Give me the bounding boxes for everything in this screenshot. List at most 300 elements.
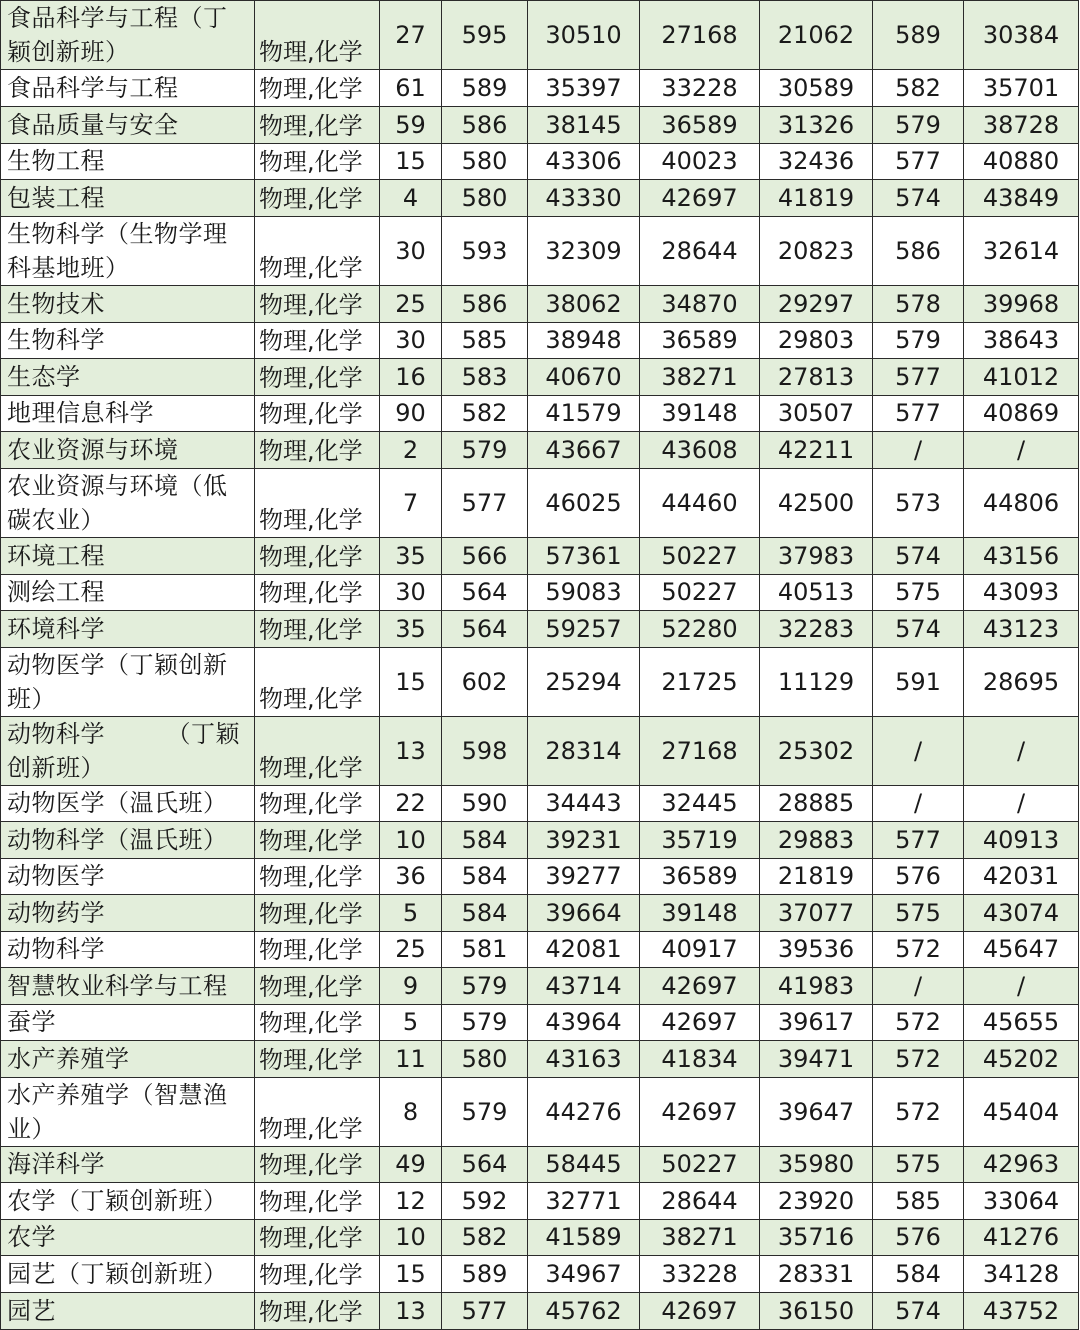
table-row	[1, 822, 1079, 859]
table-row	[1, 786, 1079, 822]
cell-min-rank: 44276	[528, 1078, 640, 1147]
cell-min-score: 584	[442, 895, 528, 932]
table-row	[1, 286, 1079, 323]
cell-min-score: 584	[442, 822, 528, 859]
cell-min-score: 564	[442, 611, 528, 648]
cell-min-score: 592	[442, 1183, 528, 1220]
cell-min-score: 602	[442, 648, 528, 717]
cell-prev-min-score: 574	[873, 1293, 964, 1330]
cell-max-rank: 39617	[760, 1005, 873, 1041]
cell-prev-min-rank: 45655	[964, 1005, 1079, 1041]
table-row	[1, 1, 1079, 70]
table-row	[1, 968, 1079, 1005]
cell-major: 食品科学与工程（丁颖创新班）	[1, 1, 255, 70]
cell-min-score: 579	[442, 1005, 528, 1041]
table-row	[1, 1293, 1079, 1330]
cell-min-score: 593	[442, 217, 528, 286]
cell-plan-count: 59	[380, 107, 442, 144]
cell-min-rank: 32309	[528, 217, 640, 286]
cell-plan-count: 8	[380, 1078, 442, 1147]
cell-avg-rank: 28644	[640, 1183, 760, 1220]
cell-plan-count: 5	[380, 895, 442, 932]
cell-max-rank: 40513	[760, 575, 873, 611]
cell-min-score: 580	[442, 144, 528, 180]
cell-avg-rank: 33228	[640, 70, 760, 107]
cell-plan-count: 4	[380, 180, 442, 217]
cell-min-rank: 38948	[528, 323, 640, 359]
cell-major: 环境科学	[1, 611, 255, 648]
cell-min-rank: 42081	[528, 932, 640, 968]
cell-subjects: 物理,化学	[255, 286, 380, 323]
cell-min-rank: 32771	[528, 1183, 640, 1220]
cell-plan-count: 10	[380, 822, 442, 859]
cell-prev-min-score: 586	[873, 217, 964, 286]
cell-prev-min-score: 578	[873, 286, 964, 323]
cell-major: 蚕学	[1, 1005, 255, 1041]
cell-major: 海洋科学	[1, 1147, 255, 1183]
table-row	[1, 1183, 1079, 1220]
cell-subjects: 物理,化学	[255, 859, 380, 895]
cell-prev-min-rank: 38643	[964, 323, 1079, 359]
cell-prev-min-score: /	[873, 968, 964, 1005]
cell-major: 食品质量与安全	[1, 107, 255, 144]
cell-prev-min-rank: 43156	[964, 538, 1079, 575]
cell-major: 环境工程	[1, 538, 255, 575]
cell-avg-rank: 27168	[640, 1, 760, 70]
cell-min-rank: 43667	[528, 432, 640, 469]
cell-min-rank: 30510	[528, 1, 640, 70]
table-row	[1, 1078, 1079, 1147]
cell-min-score: 582	[442, 396, 528, 432]
cell-prev-min-rank: /	[964, 432, 1079, 469]
cell-plan-count: 30	[380, 323, 442, 359]
table-row	[1, 895, 1079, 932]
cell-plan-count: 15	[380, 1256, 442, 1293]
cell-max-rank: 42211	[760, 432, 873, 469]
cell-avg-rank: 36589	[640, 323, 760, 359]
cell-min-rank: 57361	[528, 538, 640, 575]
cell-major: 智慧牧业科学与工程	[1, 968, 255, 1005]
cell-subjects: 物理,化学	[255, 1078, 380, 1147]
cell-major: 农业资源与环境	[1, 432, 255, 469]
cell-min-score: 589	[442, 1256, 528, 1293]
cell-prev-min-rank: 43093	[964, 575, 1079, 611]
cell-max-rank: 29883	[760, 822, 873, 859]
cell-major: 农学（丁颖创新班）	[1, 1183, 255, 1220]
cell-max-rank: 35980	[760, 1147, 873, 1183]
cell-prev-min-rank: 44806	[964, 469, 1079, 538]
cell-min-rank: 43714	[528, 968, 640, 1005]
cell-subjects: 物理,化学	[255, 538, 380, 575]
cell-plan-count: 25	[380, 932, 442, 968]
cell-subjects: 物理,化学	[255, 648, 380, 717]
cell-avg-rank: 42697	[640, 968, 760, 1005]
cell-prev-min-rank: 38728	[964, 107, 1079, 144]
cell-prev-min-rank: /	[964, 968, 1079, 1005]
cell-max-rank: 31326	[760, 107, 873, 144]
cell-prev-min-score: 574	[873, 538, 964, 575]
cell-prev-min-score: /	[873, 786, 964, 822]
cell-avg-rank: 38271	[640, 359, 760, 396]
cell-prev-min-score: 577	[873, 359, 964, 396]
cell-subjects: 物理,化学	[255, 432, 380, 469]
cell-prev-min-rank: 43752	[964, 1293, 1079, 1330]
table-row	[1, 1147, 1079, 1183]
cell-subjects: 物理,化学	[255, 1220, 380, 1256]
cell-max-rank: 23920	[760, 1183, 873, 1220]
cell-plan-count: 13	[380, 717, 442, 786]
cell-min-rank: 39277	[528, 859, 640, 895]
cell-prev-min-score: 585	[873, 1183, 964, 1220]
cell-subjects: 物理,化学	[255, 180, 380, 217]
cell-plan-count: 35	[380, 538, 442, 575]
cell-prev-min-rank: 40880	[964, 144, 1079, 180]
table-row	[1, 469, 1079, 538]
cell-min-rank: 58445	[528, 1147, 640, 1183]
cell-plan-count: 16	[380, 359, 442, 396]
cell-prev-min-score: 575	[873, 895, 964, 932]
cell-major: 地理信息科学	[1, 396, 255, 432]
cell-min-score: 564	[442, 575, 528, 611]
table-row	[1, 932, 1079, 968]
cell-max-rank: 11129	[760, 648, 873, 717]
cell-subjects: 物理,化学	[255, 323, 380, 359]
cell-max-rank: 29297	[760, 286, 873, 323]
cell-plan-count: 36	[380, 859, 442, 895]
cell-subjects: 物理,化学	[255, 396, 380, 432]
cell-subjects: 物理,化学	[255, 107, 380, 144]
cell-major: 农学	[1, 1220, 255, 1256]
cell-max-rank: 27813	[760, 359, 873, 396]
cell-major: 水产养殖学	[1, 1041, 255, 1078]
cell-min-score: 579	[442, 432, 528, 469]
cell-major: 测绘工程	[1, 575, 255, 611]
table-row	[1, 359, 1079, 396]
cell-avg-rank: 43608	[640, 432, 760, 469]
cell-max-rank: 37077	[760, 895, 873, 932]
cell-min-score: 577	[442, 1293, 528, 1330]
cell-prev-min-rank: 28695	[964, 648, 1079, 717]
cell-plan-count: 15	[380, 648, 442, 717]
cell-min-rank: 35397	[528, 70, 640, 107]
table-row	[1, 217, 1079, 286]
cell-min-score: 580	[442, 180, 528, 217]
cell-min-rank: 34967	[528, 1256, 640, 1293]
cell-min-rank: 43306	[528, 144, 640, 180]
cell-major: 生物工程	[1, 144, 255, 180]
cell-plan-count: 25	[380, 286, 442, 323]
cell-avg-rank: 39148	[640, 895, 760, 932]
cell-min-rank: 43964	[528, 1005, 640, 1041]
cell-prev-min-score: 575	[873, 575, 964, 611]
table-row	[1, 1256, 1079, 1293]
table-row	[1, 144, 1079, 180]
cell-avg-rank: 40023	[640, 144, 760, 180]
cell-avg-rank: 28644	[640, 217, 760, 286]
cell-prev-min-score: 574	[873, 180, 964, 217]
cell-major: 生物技术	[1, 286, 255, 323]
cell-max-rank: 39647	[760, 1078, 873, 1147]
cell-plan-count: 12	[380, 1183, 442, 1220]
cell-max-rank: 32436	[760, 144, 873, 180]
cell-prev-min-rank: 35701	[964, 70, 1079, 107]
cell-avg-rank: 42697	[640, 1005, 760, 1041]
cell-prev-min-score: 591	[873, 648, 964, 717]
cell-major: 生物科学	[1, 323, 255, 359]
cell-min-rank: 39664	[528, 895, 640, 932]
table-row	[1, 538, 1079, 575]
cell-prev-min-score: 572	[873, 1078, 964, 1147]
cell-min-rank: 25294	[528, 648, 640, 717]
cell-subjects: 物理,化学	[255, 575, 380, 611]
cell-plan-count: 35	[380, 611, 442, 648]
cell-min-score: 564	[442, 1147, 528, 1183]
cell-min-score: 577	[442, 469, 528, 538]
cell-prev-min-score: 572	[873, 1041, 964, 1078]
cell-avg-rank: 33228	[640, 1256, 760, 1293]
cell-plan-count: 30	[380, 217, 442, 286]
cell-avg-rank: 38271	[640, 1220, 760, 1256]
cell-plan-count: 90	[380, 396, 442, 432]
cell-prev-min-score: 576	[873, 1220, 964, 1256]
cell-plan-count: 13	[380, 1293, 442, 1330]
cell-plan-count: 2	[380, 432, 442, 469]
cell-min-score: 598	[442, 717, 528, 786]
cell-subjects: 物理,化学	[255, 611, 380, 648]
cell-min-score: 584	[442, 859, 528, 895]
cell-major: 农业资源与环境（低碳农业）	[1, 469, 255, 538]
cell-min-score: 595	[442, 1, 528, 70]
cell-prev-min-rank: 40869	[964, 396, 1079, 432]
cell-max-rank: 30507	[760, 396, 873, 432]
cell-prev-min-rank: 43849	[964, 180, 1079, 217]
cell-prev-min-score: 572	[873, 932, 964, 968]
cell-prev-min-score: 589	[873, 1, 964, 70]
cell-prev-min-score: 584	[873, 1256, 964, 1293]
cell-major: 食品科学与工程	[1, 70, 255, 107]
cell-avg-rank: 42697	[640, 1293, 760, 1330]
cell-prev-min-score: 572	[873, 1005, 964, 1041]
cell-major: 动物医学（温氏班）	[1, 786, 255, 822]
table-row	[1, 432, 1079, 469]
cell-prev-min-rank: 43074	[964, 895, 1079, 932]
cell-subjects: 物理,化学	[255, 1041, 380, 1078]
cell-prev-min-score: 582	[873, 70, 964, 107]
cell-prev-min-rank: 41276	[964, 1220, 1079, 1256]
cell-prev-min-rank: 39968	[964, 286, 1079, 323]
cell-subjects: 物理,化学	[255, 1183, 380, 1220]
cell-prev-min-score: /	[873, 432, 964, 469]
cell-major: 生物科学（生物学理科基地班）	[1, 217, 255, 286]
cell-min-score: 581	[442, 932, 528, 968]
cell-plan-count: 10	[380, 1220, 442, 1256]
cell-subjects: 物理,化学	[255, 144, 380, 180]
cell-min-score: 566	[442, 538, 528, 575]
cell-subjects: 物理,化学	[255, 932, 380, 968]
cell-max-rank: 25302	[760, 717, 873, 786]
cell-avg-rank: 27168	[640, 717, 760, 786]
cell-min-score: 579	[442, 968, 528, 1005]
cell-min-score: 585	[442, 323, 528, 359]
cell-major: 园艺（丁颖创新班）	[1, 1256, 255, 1293]
cell-min-rank: 38145	[528, 107, 640, 144]
cell-plan-count: 15	[380, 144, 442, 180]
cell-prev-min-score: 576	[873, 859, 964, 895]
cell-max-rank: 20823	[760, 217, 873, 286]
cell-prev-min-score: 577	[873, 144, 964, 180]
cell-min-rank: 46025	[528, 469, 640, 538]
cell-prev-min-score: 575	[873, 1147, 964, 1183]
table-row	[1, 1220, 1079, 1256]
cell-avg-rank: 34870	[640, 286, 760, 323]
cell-min-rank: 59083	[528, 575, 640, 611]
cell-prev-min-score: 577	[873, 396, 964, 432]
cell-min-score: 586	[442, 286, 528, 323]
cell-min-score: 582	[442, 1220, 528, 1256]
cell-avg-rank: 39148	[640, 396, 760, 432]
cell-plan-count: 11	[380, 1041, 442, 1078]
cell-plan-count: 49	[380, 1147, 442, 1183]
cell-prev-min-rank: 34128	[964, 1256, 1079, 1293]
table-row	[1, 107, 1079, 144]
table-row	[1, 717, 1079, 786]
cell-avg-rank: 50227	[640, 538, 760, 575]
cell-min-score: 580	[442, 1041, 528, 1078]
cell-avg-rank: 50227	[640, 1147, 760, 1183]
cell-min-score: 583	[442, 359, 528, 396]
table-row	[1, 323, 1079, 359]
table-row	[1, 611, 1079, 648]
cell-plan-count: 61	[380, 70, 442, 107]
cell-min-rank: 41589	[528, 1220, 640, 1256]
cell-subjects: 物理,化学	[255, 1293, 380, 1330]
cell-avg-rank: 32445	[640, 786, 760, 822]
cell-prev-min-rank: 40913	[964, 822, 1079, 859]
cell-prev-min-score: 579	[873, 107, 964, 144]
cell-max-rank: 39471	[760, 1041, 873, 1078]
cell-prev-min-rank: 45647	[964, 932, 1079, 968]
cell-min-rank: 45762	[528, 1293, 640, 1330]
cell-max-rank: 29803	[760, 323, 873, 359]
cell-prev-min-score: /	[873, 717, 964, 786]
cell-major: 水产养殖学（智慧渔业）	[1, 1078, 255, 1147]
table-row	[1, 575, 1079, 611]
cell-max-rank: 32283	[760, 611, 873, 648]
cell-max-rank: 36150	[760, 1293, 873, 1330]
cell-max-rank: 39536	[760, 932, 873, 968]
cell-min-score: 590	[442, 786, 528, 822]
cell-subjects: 物理,化学	[255, 717, 380, 786]
cell-max-rank: 37983	[760, 538, 873, 575]
cell-plan-count: 7	[380, 469, 442, 538]
table-row	[1, 1041, 1079, 1078]
cell-avg-rank: 36589	[640, 859, 760, 895]
cell-major: 动物科学（温氏班）	[1, 822, 255, 859]
cell-major: 动物医学	[1, 859, 255, 895]
cell-subjects: 物理,化学	[255, 1256, 380, 1293]
cell-prev-min-score: 573	[873, 469, 964, 538]
cell-prev-min-rank: 32614	[964, 217, 1079, 286]
cell-prev-min-rank: 43123	[964, 611, 1079, 648]
cell-prev-min-rank: /	[964, 717, 1079, 786]
cell-plan-count: 5	[380, 1005, 442, 1041]
cell-min-rank: 38062	[528, 286, 640, 323]
cell-subjects: 物理,化学	[255, 895, 380, 932]
cell-min-rank: 28314	[528, 717, 640, 786]
cell-prev-min-rank: 30384	[964, 1, 1079, 70]
cell-min-rank: 43330	[528, 180, 640, 217]
cell-min-rank: 34443	[528, 786, 640, 822]
cell-min-rank: 43163	[528, 1041, 640, 1078]
cell-max-rank: 21819	[760, 859, 873, 895]
table-row	[1, 396, 1079, 432]
cell-avg-rank: 50227	[640, 575, 760, 611]
cell-min-rank: 39231	[528, 822, 640, 859]
cell-min-rank: 40670	[528, 359, 640, 396]
cell-major: 动物药学	[1, 895, 255, 932]
cell-subjects: 物理,化学	[255, 968, 380, 1005]
cell-avg-rank: 42697	[640, 1078, 760, 1147]
cell-max-rank: 35716	[760, 1220, 873, 1256]
cell-major: 生态学	[1, 359, 255, 396]
cell-plan-count: 27	[380, 1, 442, 70]
cell-major: 包装工程	[1, 180, 255, 217]
cell-subjects: 物理,化学	[255, 1, 380, 70]
cell-subjects: 物理,化学	[255, 822, 380, 859]
cell-prev-min-rank: /	[964, 786, 1079, 822]
cell-prev-min-score: 577	[873, 822, 964, 859]
cell-avg-rank: 40917	[640, 932, 760, 968]
cell-max-rank: 41819	[760, 180, 873, 217]
cell-max-rank: 28885	[760, 786, 873, 822]
cell-avg-rank: 42697	[640, 180, 760, 217]
cell-min-rank: 59257	[528, 611, 640, 648]
cell-max-rank: 41983	[760, 968, 873, 1005]
cell-avg-rank: 35719	[640, 822, 760, 859]
cell-subjects: 物理,化学	[255, 469, 380, 538]
cell-max-rank: 21062	[760, 1, 873, 70]
cell-subjects: 物理,化学	[255, 217, 380, 286]
table-row	[1, 648, 1079, 717]
cell-major: 动物医学（丁颖创新班）	[1, 648, 255, 717]
cell-prev-min-rank: 45202	[964, 1041, 1079, 1078]
cell-plan-count: 9	[380, 968, 442, 1005]
cell-major: 动物科学 （丁颖创新班）	[1, 717, 255, 786]
cell-major: 动物科学	[1, 932, 255, 968]
cell-avg-rank: 41834	[640, 1041, 760, 1078]
cell-max-rank: 30589	[760, 70, 873, 107]
cell-prev-min-score: 574	[873, 611, 964, 648]
table-row	[1, 1005, 1079, 1041]
cell-min-rank: 41579	[528, 396, 640, 432]
table-row	[1, 859, 1079, 895]
table-row	[1, 180, 1079, 217]
cell-prev-min-rank: 41012	[964, 359, 1079, 396]
cell-max-rank: 42500	[760, 469, 873, 538]
cell-min-score: 586	[442, 107, 528, 144]
cell-prev-min-rank: 42963	[964, 1147, 1079, 1183]
cell-major: 园艺	[1, 1293, 255, 1330]
cell-min-score: 589	[442, 70, 528, 107]
cell-prev-min-rank: 42031	[964, 859, 1079, 895]
table-row	[1, 70, 1079, 107]
cell-prev-min-score: 579	[873, 323, 964, 359]
cell-prev-min-rank: 45404	[964, 1078, 1079, 1147]
cell-subjects: 物理,化学	[255, 1005, 380, 1041]
cell-subjects: 物理,化学	[255, 1147, 380, 1183]
cell-min-score: 579	[442, 1078, 528, 1147]
cell-max-rank: 28331	[760, 1256, 873, 1293]
